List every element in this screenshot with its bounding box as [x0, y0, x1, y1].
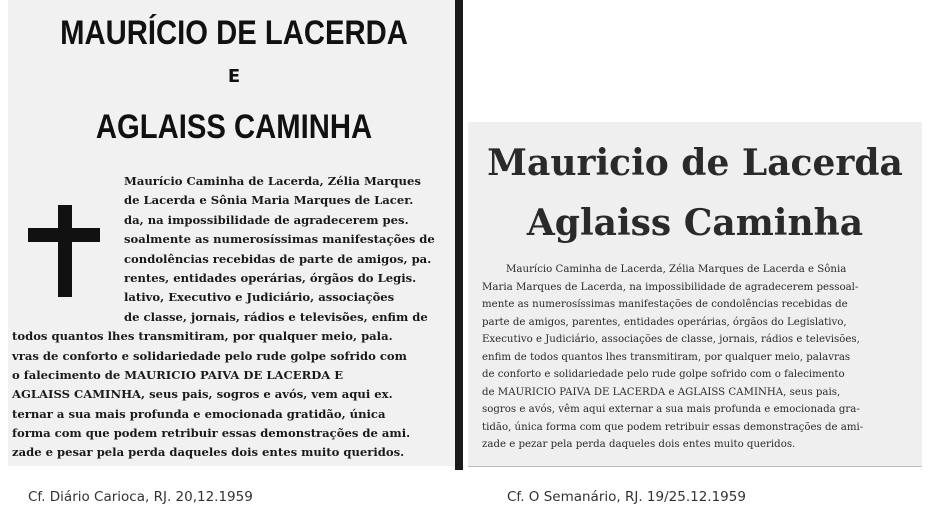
clipping-divider [455, 0, 463, 470]
body-line: da, na impossibilidade de agradecerem pes. [124, 212, 409, 227]
body-line: Maurício Caminha de Lacerda, Zélia Marques [124, 174, 421, 188]
body-line: rentes, entidades operárias, órgãos do Legis. [124, 270, 417, 285]
body-line: zade e pezar pela perda daqueles dois entes muito queridos. [482, 439, 796, 450]
body-line: o falecimento de MAURICIO PAIVA DE LACERDA E [12, 367, 344, 382]
body-line: ternar a sua mais profunda e emocionada gratidão, única [12, 406, 386, 421]
body-line: Maurício Caminha de Lacerda, Zélia Marques de Lacerda e Sônia [506, 264, 847, 275]
body-line: Maria Marques de Lacerda, na impossibilidade de agradecerem pessoal- [482, 281, 859, 293]
body-line: zade e pesar pela perda daqueles dois entes muito queridos. [12, 445, 405, 460]
body-line: Executivo e Judiciário, associações de classe, jornais, rádios e televisões, [482, 334, 860, 345]
caption-right: Cf. O Semanário, RJ. 19/25.12.1959 [507, 489, 746, 505]
body-line: todos quantos lhes transmitiram, por qualquer meio, pala. [12, 329, 393, 344]
newspaper-clipping-diario-carioca [8, 0, 460, 466]
body-line: lativo, Executivo e Judiciário, associações [124, 290, 395, 305]
body-line: sogros e avós, vêm aqui externar a sua mais profunda e emocionada gra- [482, 404, 860, 415]
body-line: de classe, jornais, rádios e televisões, enfim de [124, 309, 428, 324]
body-line: forma com que podem retribuir essas demonstrações de ami. [12, 426, 411, 441]
clipping-title-line1: Mauricio de Lacerda [487, 142, 903, 184]
clipping-body-text [12, 172, 452, 463]
body-line: AGLAISS CAMINHA, seus pais, sogros e avós, vem aqui ex. [12, 387, 393, 402]
body-line: de Lacerda e Sônia Maria Marques de Lacer. [124, 193, 414, 208]
clipping-title-line2: Aglaiss Caminha [526, 202, 864, 244]
body-line: parte de amigos, parentes, entidades operárias, órgãos do Legislativo, [482, 316, 847, 328]
body-line: mente as numerosíssimas manifestações de condolências recebidas de [482, 299, 848, 310]
body-line: condolências recebidas de parte de amigos, pa. [124, 251, 432, 266]
body-line: tidão, única forma com que podem retribuir essas demonstrações de ami- [482, 421, 864, 433]
body-line: de MAURICIO PAIVA DE LACERDA e AGLAISS CAMINHA, seus pais, [482, 386, 841, 398]
newspaper-clipping-o-semanario [468, 122, 922, 467]
clipping-title-line2: AGLAISS CAMINHA [95, 108, 373, 146]
body-line: soalmente as numerosíssimas manifestações de [124, 232, 435, 247]
clipping-body-text [482, 261, 912, 454]
body-line: de conforto e solidariedade pelo rude golpe sofrido com o falecimento [482, 369, 845, 380]
body-line: vras de conforto e solidariedade pelo rude golpe sofrido com [12, 348, 407, 363]
caption-left: Cf. Diário Carioca, RJ. 20,12.1959 [28, 489, 253, 505]
clipping-title-line1: MAURÍCIO DE LACERDA [60, 14, 408, 52]
clipping-title-conjunction: E [227, 66, 241, 87]
body-line: enfim de todos quantos lhes transmitiram, por qualquer meio, palavras [482, 351, 851, 363]
